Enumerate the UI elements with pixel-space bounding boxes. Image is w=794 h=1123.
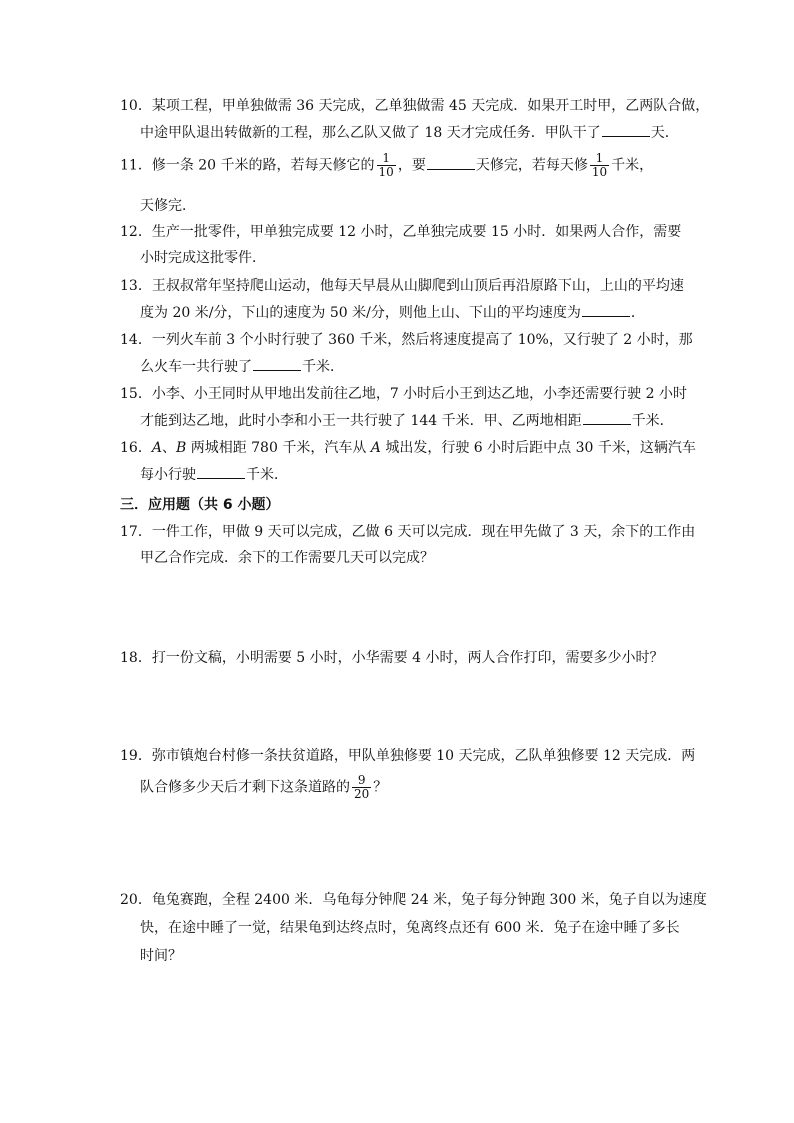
question-text: 一件工作，甲做 9 天可以完成，乙做 6 天可以完成．现在甲先做了 3 天，余下的工作由 bbox=[151, 524, 696, 540]
question-number: 20． bbox=[120, 892, 152, 908]
answer-blank[interactable] bbox=[427, 155, 475, 170]
question-text: 千米． bbox=[246, 467, 288, 483]
question-text: 天修完． bbox=[140, 198, 196, 214]
question-number: 16． bbox=[120, 440, 152, 456]
fraction-denominator: 20 bbox=[354, 787, 370, 801]
fraction-denominator: 10 bbox=[378, 165, 394, 179]
question-text: 队合修多少天后才剩下这条道路的 bbox=[140, 779, 350, 796]
question-text: 王叔叔常年坚持爬山运动，他每天早晨从山脚爬到山顶后再沿原路下山，上山的平均速 bbox=[151, 278, 684, 294]
question-number: 17． bbox=[120, 524, 152, 540]
question-number: 15． bbox=[120, 386, 152, 402]
question-11-line2 bbox=[140, 196, 700, 216]
question-18 bbox=[120, 648, 680, 668]
answer-blank[interactable] bbox=[583, 410, 631, 425]
question-text: 弥市镇炮台村修一条扶贫道路，甲队单独修要 10 天完成，乙队单独修要 12 天完成．两 bbox=[151, 748, 696, 764]
question-text: ． bbox=[630, 305, 645, 321]
question-text: 龟兔赛跑，全程 2400 米．乌龟每分钟爬 24 米，兔子每分钟跑 300 米，兔子自以为速度 bbox=[151, 892, 707, 908]
question-10 bbox=[120, 96, 710, 143]
question-19 bbox=[120, 746, 696, 766]
fraction-numerator: 1 bbox=[382, 151, 390, 165]
question-text-line2: 甲乙合作完成．余下的工作需要几天可以完成？ bbox=[140, 550, 434, 566]
question-text: 千米． bbox=[631, 413, 674, 429]
question-text: ？ bbox=[373, 779, 388, 796]
question-number: 14． bbox=[120, 332, 152, 348]
question-text: 小李、小王同时从甲地出发前往乙地，7 小时后小王到达乙地，小李还需要行驶 2 小时 bbox=[151, 386, 687, 402]
question-number: 10． bbox=[120, 98, 152, 114]
question-text-line2 bbox=[120, 122, 680, 143]
question-text-line2: 快，在途中睡了一觉，结果龟到达终点时，兔离终点还有 600 米．兔子在途中睡了多长 bbox=[140, 920, 680, 936]
question-text: 才能到达乙地，此时小李和小王一共行驶了 144 千米．甲、乙两地相距 bbox=[140, 413, 582, 429]
question-number: 13． bbox=[120, 278, 152, 294]
question-text: 度为 20 米/分，下山的速度为 50 米/分，则他上山、下山的平均速度为 bbox=[140, 305, 581, 321]
question-13 bbox=[120, 276, 684, 323]
question-text: 一列火车前 3 个小时行驶了 360 千米，然后将速度提高了 10%，又行驶了 2 小时，那 bbox=[151, 332, 693, 348]
section-heading: 三．应用题（共 6 小题） bbox=[120, 497, 280, 513]
question-12 bbox=[120, 222, 680, 268]
fraction-denominator: 10 bbox=[591, 165, 608, 179]
fraction-numerator: 9 bbox=[357, 773, 366, 787]
question-text: 某项工程，甲单独做需 36 天完成，乙单独做需 45 天完成．如果开工时甲，乙两队合做， bbox=[151, 98, 710, 114]
question-11 bbox=[120, 152, 680, 179]
question-text: ，要 bbox=[397, 157, 426, 174]
question-text: 修一条 20 千米的路，若每天修它的 bbox=[151, 157, 375, 174]
question-text: 每小行驶 bbox=[140, 467, 196, 483]
fraction bbox=[590, 152, 609, 179]
question-number: 18． bbox=[120, 650, 152, 666]
question-text: 打一份文稿，小明需要 5 小时，小华需要 4 小时，两人合作打印，需要多少小时？ bbox=[151, 650, 664, 666]
question-text: 城出发，行驶 6 小时后距中点 30 千米，这辆汽车 bbox=[380, 440, 696, 456]
question-text-line2: 小时完成这批零件． bbox=[140, 250, 266, 266]
question-16 bbox=[120, 438, 696, 485]
answer-blank[interactable] bbox=[602, 122, 650, 137]
question-number: 19． bbox=[120, 748, 152, 764]
question-19-line2 bbox=[140, 774, 700, 801]
city-label: B bbox=[175, 440, 187, 456]
question-text: 天． bbox=[650, 125, 679, 141]
question-14 bbox=[120, 330, 693, 377]
question-text: 么火车一共行驶了 bbox=[140, 359, 252, 375]
question-17 bbox=[120, 522, 696, 568]
city-label: A bbox=[370, 440, 381, 456]
question-text-line3: 时间？ bbox=[140, 948, 182, 964]
question-text: 千米， bbox=[611, 157, 654, 174]
question-text: 中途甲队退出转做新的工程，那么乙队又做了 18 天才完成任务．甲队干了 bbox=[140, 125, 601, 141]
fraction bbox=[352, 774, 371, 801]
question-number: 11． bbox=[120, 157, 152, 174]
question-15 bbox=[120, 384, 687, 431]
question-text-line2 bbox=[120, 356, 680, 377]
question-text-line2 bbox=[120, 302, 680, 323]
fraction bbox=[377, 152, 396, 179]
answer-blank[interactable] bbox=[197, 464, 245, 479]
question-text: 、 bbox=[161, 440, 176, 456]
fraction-numerator: 1 bbox=[595, 151, 604, 165]
question-text: 天修完，若每天修 bbox=[475, 157, 588, 174]
city-label: A bbox=[151, 440, 162, 456]
answer-blank[interactable] bbox=[582, 302, 630, 317]
question-text: 千米． bbox=[302, 359, 344, 375]
answer-blank[interactable] bbox=[253, 356, 301, 371]
question-text: 生产一批零件，甲单独完成要 12 小时，乙单独完成要 15 小时．如果两人合作，需要 bbox=[151, 224, 682, 240]
question-text: 两城相距 780 千米，汽车从 bbox=[186, 440, 371, 456]
question-number: 12． bbox=[120, 224, 152, 240]
question-text-line2 bbox=[120, 464, 680, 485]
question-text-line2 bbox=[120, 410, 680, 431]
question-20 bbox=[120, 890, 707, 966]
